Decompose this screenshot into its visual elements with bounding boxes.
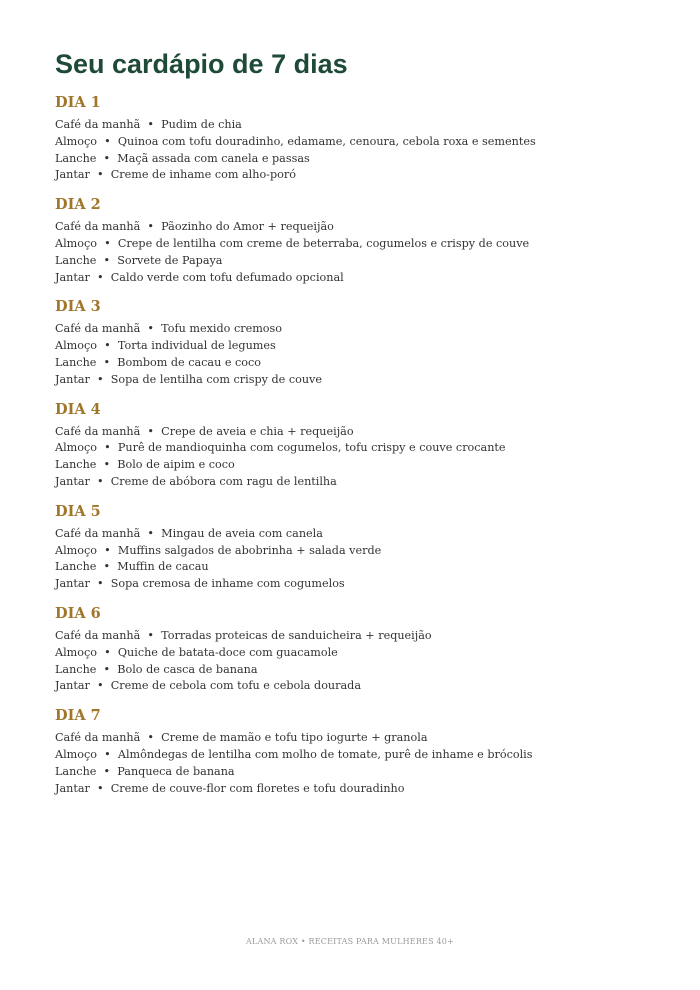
day-section xyxy=(55,194,655,286)
days-list xyxy=(55,92,655,797)
meal-label: Jantar xyxy=(55,679,90,693)
meal-item: Bombom de cacau e coco xyxy=(117,355,262,369)
bullet-separator: • xyxy=(103,560,111,574)
bullet-separator: • xyxy=(147,628,155,642)
day-heading: DIA 5 xyxy=(55,502,101,520)
meal-item: Muffins salgados de abobrinha + salada verde xyxy=(117,543,382,557)
bullet-separator: • xyxy=(97,577,104,591)
meal-item: Creme de couve-flor com floretes e tofu douradinho xyxy=(110,781,405,795)
meal-label: Lanche xyxy=(55,253,97,267)
day-heading: DIA 4 xyxy=(55,400,101,418)
meal-label: Lanche xyxy=(55,662,97,676)
meal-item: Torta individual de legumes xyxy=(117,339,276,353)
meal-item: Tofu mexido cremoso xyxy=(161,322,283,336)
bullet-separator: • xyxy=(104,236,111,250)
bullet-separator: • xyxy=(147,424,155,438)
meal-row xyxy=(55,781,655,798)
meal-label: Almoço xyxy=(55,134,98,148)
meal-row xyxy=(55,526,655,543)
meal-row xyxy=(55,747,655,764)
meal-label: Jantar xyxy=(55,474,90,488)
day-heading: DIA 7 xyxy=(55,707,101,725)
bullet-separator: • xyxy=(103,764,111,778)
meal-row xyxy=(55,645,655,662)
bullet-separator: • xyxy=(147,526,155,540)
meal-row xyxy=(55,372,655,389)
meal-item: Pudim de chia xyxy=(161,118,242,131)
meal-label: Lanche xyxy=(55,151,97,165)
meal-item: Creme de cebola com tofu e cebola dourada xyxy=(110,679,361,693)
bullet-separator: • xyxy=(147,220,155,234)
meal-row xyxy=(55,474,655,491)
meal-row xyxy=(55,321,655,338)
meal-row xyxy=(55,167,655,184)
meal-row xyxy=(55,559,655,576)
meal-label: Café da manhã xyxy=(55,526,141,540)
meal-label: Jantar xyxy=(55,168,90,182)
meal-row xyxy=(55,457,655,474)
meal-label: Lanche xyxy=(55,355,97,369)
bullet-separator: • xyxy=(104,134,111,148)
meal-row xyxy=(55,355,655,372)
day-heading: DIA 1 xyxy=(55,94,101,111)
meal-item: Bolo de casca de banana xyxy=(117,662,258,676)
meal-item: Torradas proteicas de sanduicheira + requeijão xyxy=(161,628,432,642)
bullet-separator: • xyxy=(97,781,104,795)
meal-label: Café da manhã xyxy=(55,628,141,642)
meal-item: Creme de inhame com alho-poró xyxy=(110,168,296,182)
bullet-separator: • xyxy=(104,339,111,353)
day-heading: DIA 6 xyxy=(55,604,101,622)
bullet-separator: • xyxy=(147,322,155,336)
bullet-separator: • xyxy=(147,118,155,131)
meal-item: Sorvete de Papaya xyxy=(117,253,223,267)
meal-label: Jantar xyxy=(55,372,90,386)
meal-item: Quinoa com tofu douradinho, edamame, cenoura, cebola roxa e sementes xyxy=(117,134,536,148)
bullet-separator: • xyxy=(104,441,111,455)
meal-label: Almoço xyxy=(55,747,98,761)
bullet-separator: • xyxy=(104,645,111,659)
meal-row xyxy=(55,764,655,781)
meal-row xyxy=(55,151,655,168)
day-section xyxy=(55,296,655,388)
meal-label: Café da manhã xyxy=(55,424,141,438)
meal-item: Caldo verde com tofu defumado opcional xyxy=(110,270,344,284)
bullet-separator: • xyxy=(104,747,111,761)
meal-item: Maçã assada com canela e passas xyxy=(117,151,310,165)
meal-label: Café da manhã xyxy=(55,220,141,234)
meal-item: Sopa cremosa de inhame com cogumelos xyxy=(110,577,345,591)
meal-label: Jantar xyxy=(55,577,90,591)
meal-label: Jantar xyxy=(55,781,90,795)
bullet-separator: • xyxy=(103,151,111,165)
meal-item: Purê de mandioquinha com cogumelos, tofu crispy e couve crocante xyxy=(117,441,506,455)
day-heading: DIA 3 xyxy=(55,298,101,316)
meal-label: Almoço xyxy=(55,441,98,455)
bullet-separator: • xyxy=(147,731,155,745)
day-heading: DIA 2 xyxy=(55,196,101,214)
meal-label: Almoço xyxy=(55,645,98,659)
meal-label: Jantar xyxy=(55,270,90,284)
meal-label: Lanche xyxy=(55,764,97,778)
meal-row xyxy=(55,576,655,593)
meal-item: Mingau de aveia com canela xyxy=(161,526,323,540)
meal-row xyxy=(55,628,655,645)
meal-item: Crepe de lentilha com creme de beterraba, cogumelos e crispy de couve xyxy=(117,236,530,250)
meal-row xyxy=(55,678,655,695)
bullet-separator: • xyxy=(97,270,104,284)
meal-row xyxy=(55,253,655,270)
day-section xyxy=(55,705,655,797)
meal-row xyxy=(55,134,655,151)
meal-label: Lanche xyxy=(55,560,97,574)
bullet-separator: • xyxy=(97,679,104,693)
meal-item: Creme de mamão e tofu tipo iogurte + granola xyxy=(161,731,428,745)
meal-row xyxy=(55,662,655,679)
meal-item: Panqueca de banana xyxy=(117,764,235,778)
day-section xyxy=(55,92,655,184)
meal-label: Almoço xyxy=(55,339,98,353)
meal-row xyxy=(55,424,655,441)
meal-item: Crepe de aveia e chia + requeijão xyxy=(161,424,354,438)
meal-label: Café da manhã xyxy=(55,118,141,131)
meal-row xyxy=(55,219,655,236)
meal-row xyxy=(55,270,655,287)
bullet-separator: • xyxy=(104,543,111,557)
bullet-separator: • xyxy=(103,253,111,267)
day-section xyxy=(55,501,655,593)
meal-label: Lanche xyxy=(55,458,97,472)
meal-row xyxy=(55,543,655,560)
meal-label: Almoço xyxy=(55,543,98,557)
day-section xyxy=(55,603,655,695)
meal-item: Bolo de aipim e coco xyxy=(117,458,235,472)
page-title: Seu cardápio de 7 dias xyxy=(55,49,348,79)
meal-label: Café da manhã xyxy=(55,322,141,336)
bullet-separator: • xyxy=(103,458,111,472)
page-footer: ALANA ROX • RECEITAS PARA MULHERES 40+ xyxy=(245,937,454,946)
menu-page xyxy=(55,46,655,807)
meal-item: Muffin de cacau xyxy=(117,560,209,574)
bullet-separator: • xyxy=(97,372,104,386)
bullet-separator: • xyxy=(97,474,104,488)
meal-item: Creme de abóbora com ragu de lentilha xyxy=(110,474,337,488)
meal-item: Pãozinho do Amor + requeijão xyxy=(161,220,334,234)
meal-row xyxy=(55,117,655,134)
meal-item: Sopa de lentilha com crispy de couve xyxy=(110,372,322,386)
day-section xyxy=(55,399,655,491)
meal-label: Café da manhã xyxy=(55,731,141,745)
meal-row xyxy=(55,236,655,253)
meal-label: Almoço xyxy=(55,236,98,250)
bullet-separator: • xyxy=(103,355,111,369)
meal-row xyxy=(55,730,655,747)
bullet-separator: • xyxy=(103,662,111,676)
meal-item: Almôndegas de lentilha com molho de tomate, purê de inhame e brócolis xyxy=(117,747,533,761)
meal-row xyxy=(55,338,655,355)
bullet-separator: • xyxy=(97,168,104,182)
meal-row xyxy=(55,440,655,457)
meal-item: Quiche de batata-doce com guacamole xyxy=(117,645,338,659)
